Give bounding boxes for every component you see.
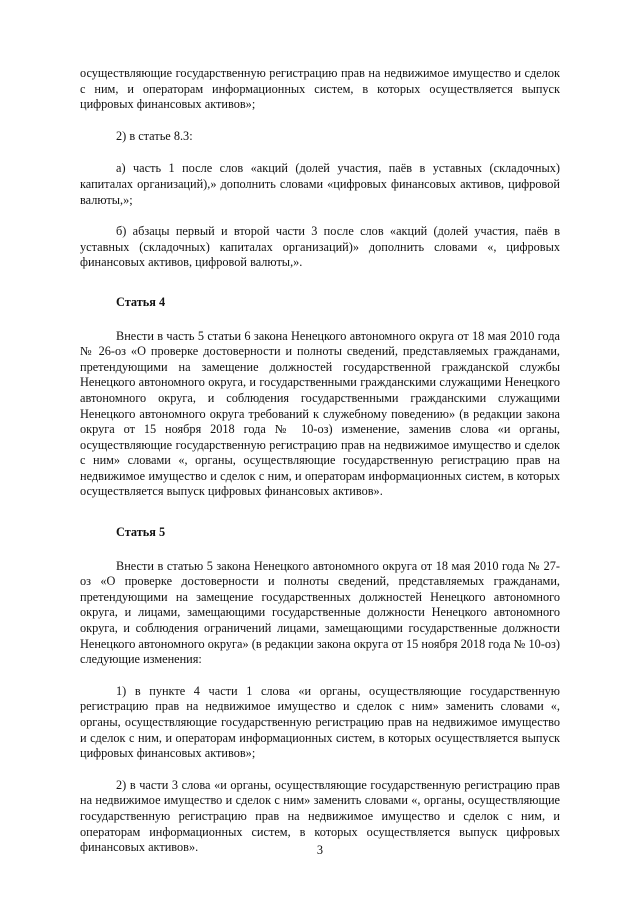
- article-5-item-1: 1) в пункте 4 части 1 слова «и органы, осуществляющие государственную регистрацию прав на недвижимое имущество и сделок с ним» заменить словами «, органы, осуществляющие государственную регистрацию прав на недвижимое имущество и сделок с ним, и операторам информационных систем, в которых осуществляется выпуск цифровых финансовых активов»;: [80, 683, 560, 761]
- item-2-paragraph: 2) в статье 8.3:: [116, 128, 193, 143]
- subitem-b-paragraph: б) абзацы первый и второй части 3 после слов «акций (долей участия, паёв в уставных (складочных) капиталах организаций)» дополнить словами «, цифровых финансовых активов, цифровой валюты,».: [80, 224, 560, 270]
- article-5-heading: Статья 5: [116, 525, 166, 540]
- subitem-a-paragraph: а) часть 1 после слов «акций (долей участия, паёв в уставных (складочных) капиталах организаций),» дополнить словами «цифровых финансовых активов, цифровой валюты,»;: [80, 161, 560, 207]
- page-number: 3: [316, 843, 324, 857]
- article-4-text: Внести в часть 5 статьи 6 закона Ненецкого автономного округа от 18 мая 2010 года № 26-оз «О проверке достоверности и полноты сведений, представляемых гражданами, претендующими на замещение должностей государственной гражданской службы Ненецкого автономного округа, и государственными гражданскими служащими Ненецкого автономного округа, и соблюдения государственными гражданскими служащими Ненецкого автономного округа требований к служебному поведению» (в редакции закона округа от 15 ноября 2018 года № 10-оз) изменение, заменив слова «и органы, осуществляющие государственную регистрацию прав на недвижимое имущество и сделок с ним» словами «, органы, осуществляющие государственную регистрацию прав на недвижимое имущество и сделок с ним, и операторам информационных систем, в которых осуществляется выпуск цифровых финансовых активов».: [80, 328, 560, 499]
- article-5-item-2: 2) в части 3 слова «и органы, осуществляющие государственную регистрацию прав на недвижимое имущество и сделок с ним» заменить словами «, органы, осуществляющие государственную регистрацию прав на недвижимое имущество и сделок с ним, и операторам информационных систем, в которых осуществляется выпуск цифровых финансовых активов».: [80, 777, 560, 855]
- article-5-text: Внести в статью 5 закона Ненецкого автономного округа от 18 мая 2010 года № 27-оз «О проверке достоверности и полноты сведений, представляемых гражданами, претендующими на замещение государственных должностей Ненецкого автономного округа, и лицами, замещающими государственные должности Ненецкого автономного округа, и соблюдения ограничений лицами, замещающими государственные должности Ненецкого автономного округа» (в редакции закона округа от 15 ноября 2018 года № 10-оз) следующие изменения:: [80, 558, 560, 667]
- continuation-paragraph: осуществляющие государственную регистрацию прав на недвижимое имущество и сделок с ним, и операторам информационных систем, в которых осуществляется выпуск цифровых финансовых активов»;: [80, 66, 560, 112]
- article-4-heading: Статья 4: [116, 294, 166, 309]
- document-body: [80, 66, 560, 856]
